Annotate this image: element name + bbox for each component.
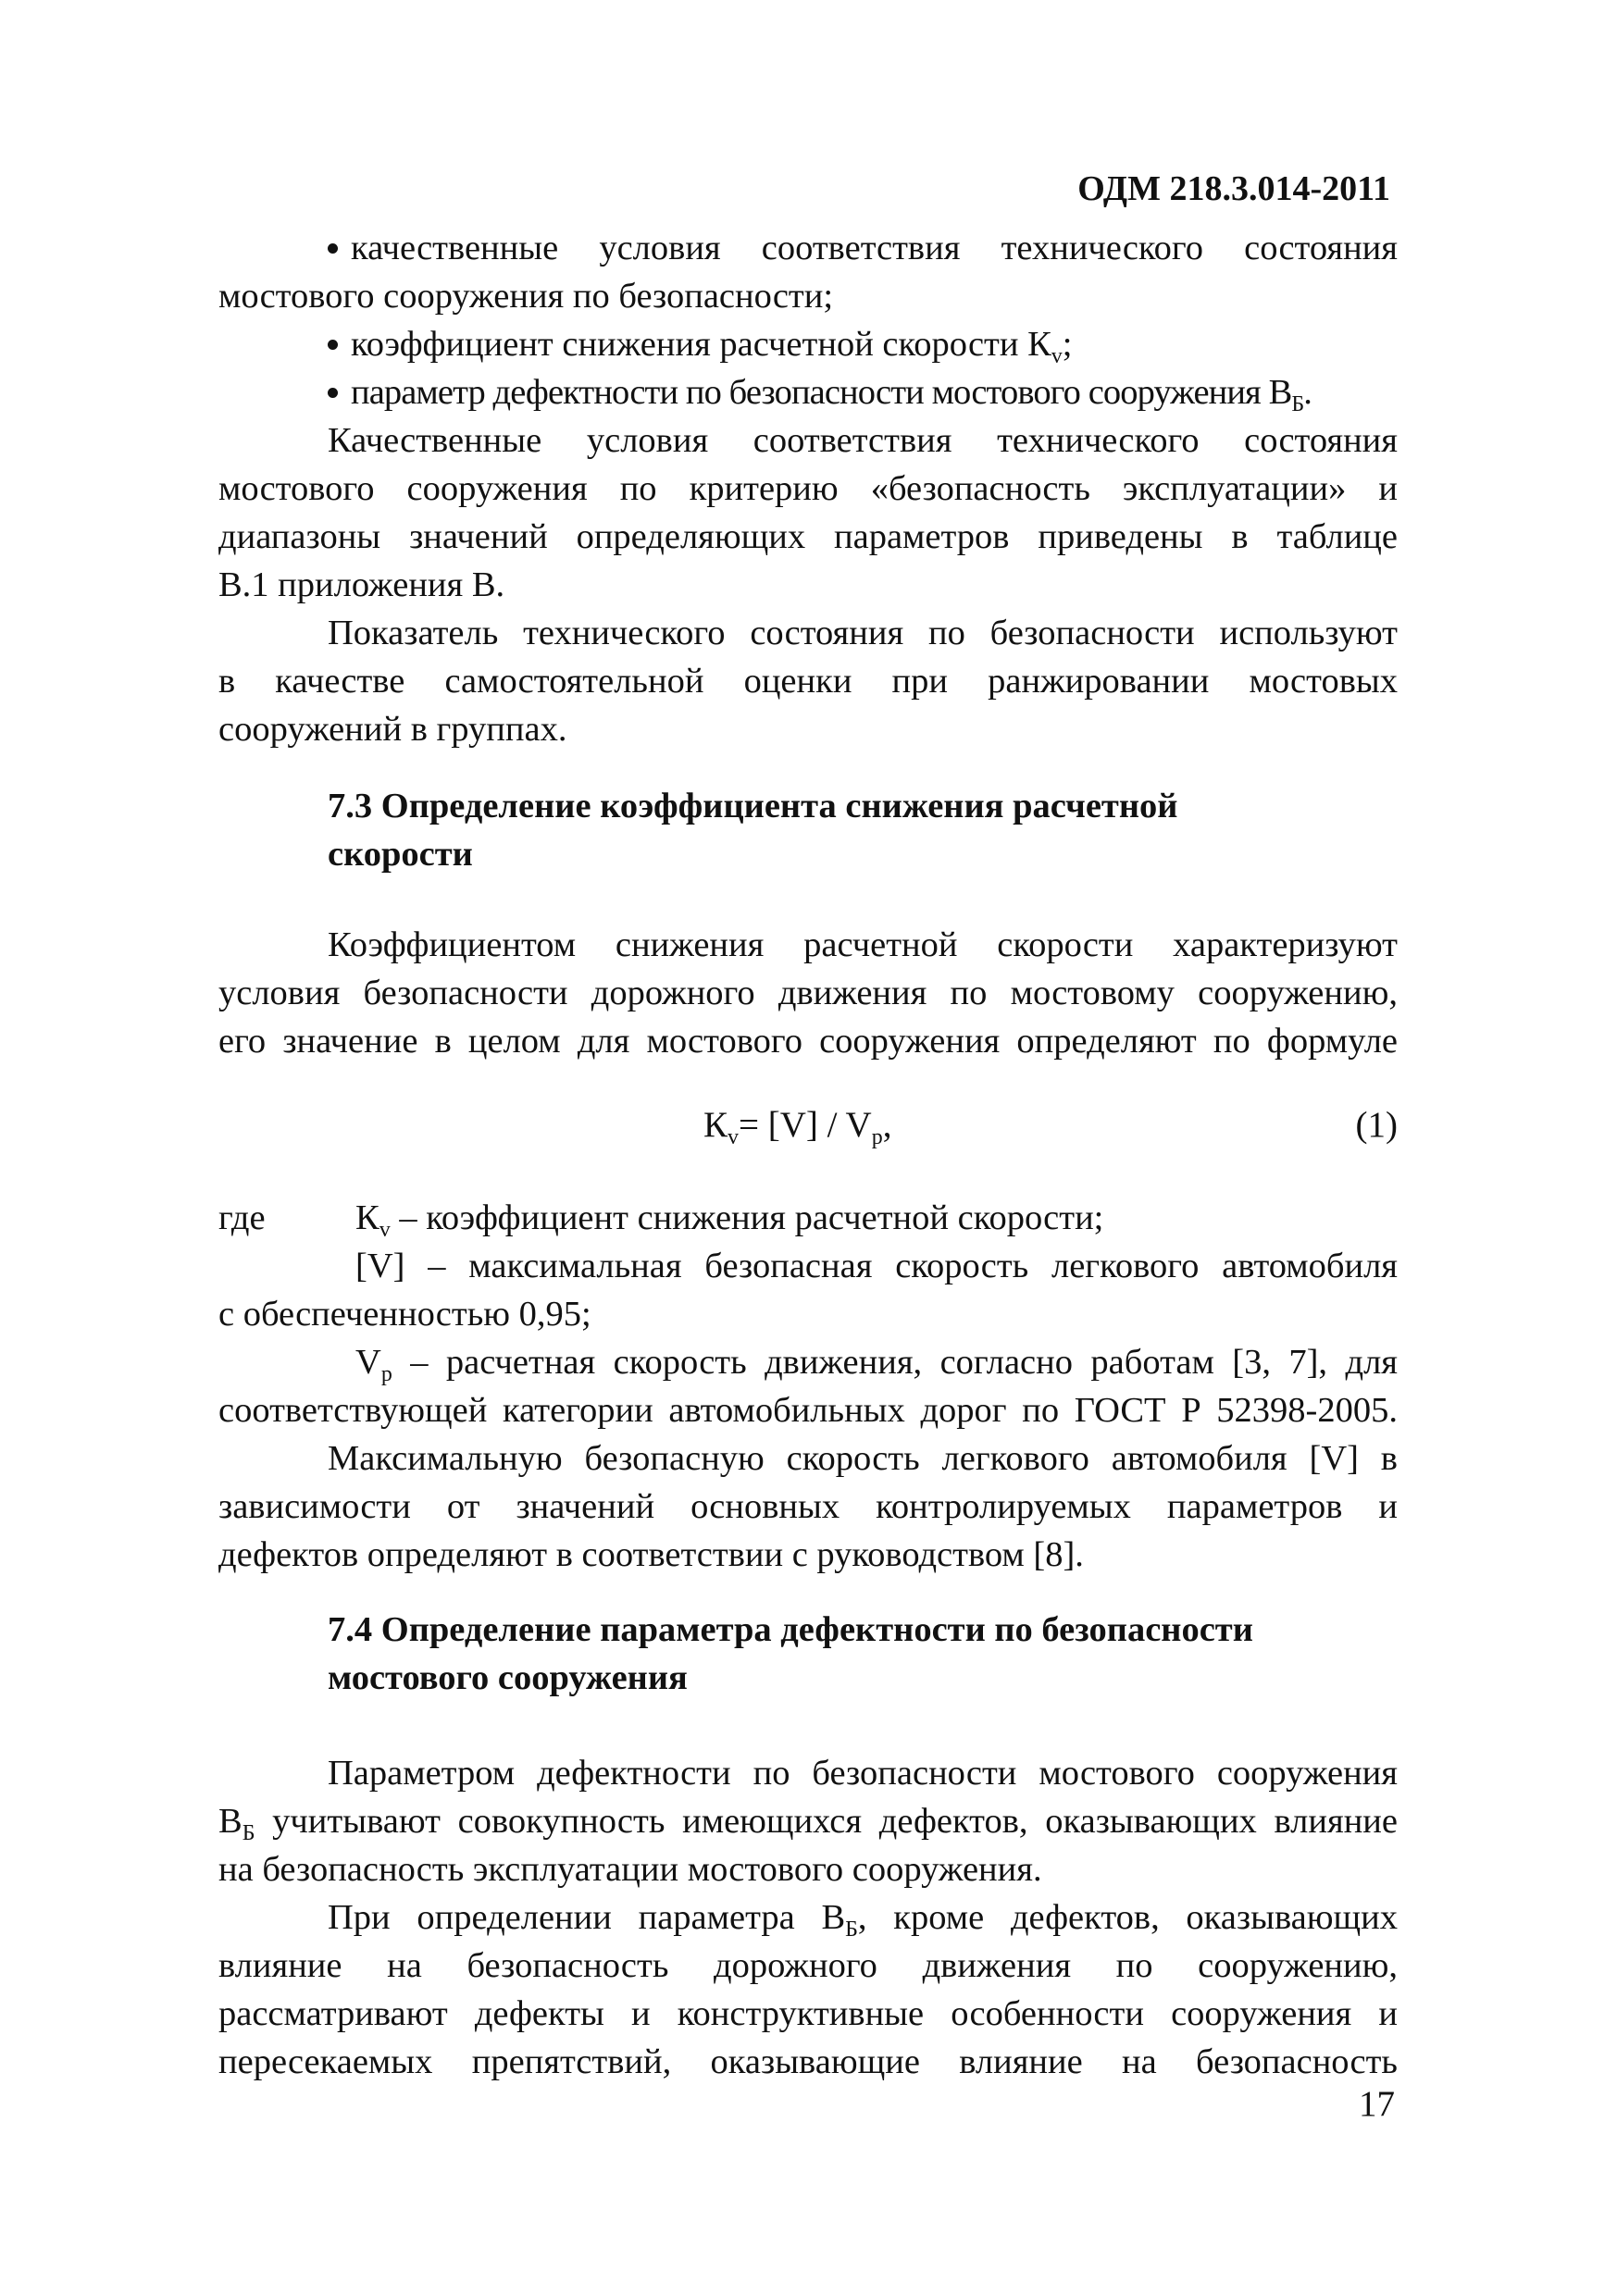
bullet-item-1-line-2: мостового сооружения по безопасности; [218, 277, 834, 316]
where-k-line: где $К_v$ – коэффициент снижения расчетной скорости; [218, 1198, 1104, 1242]
bullet-icon [328, 243, 338, 254]
paragraph-2-line-1: Показатель технического состояния по безопасности используют [328, 614, 1398, 652]
where-word: где [218, 1198, 266, 1237]
paragraph-1-line-3: диапазоны значений определяющих параметров приведены в таблице [218, 517, 1398, 556]
paragraph-1-line-1: Качественные условия соответствия технического состояния [328, 421, 1398, 460]
paragraph-1-line-2: мостового сооружения по критерию «безопасность эксплуатации» и [218, 469, 1398, 508]
bullet-item-1-line-1: качественные условия соответствия технического состояния [328, 224, 1398, 272]
bullet-item-3: параметр дефектности по безопасности мостового сооружения $В_Б$. [328, 368, 1398, 416]
document-code: ОДМ 218.3.014-2011 [1077, 169, 1390, 208]
formula-number: (1) [1355, 1105, 1398, 1145]
formula-1: $К_v= [V] / V_p$, [703, 1105, 892, 1149]
where-v-line-1: [V] – максимальная безопасная скорость легкового автомобиля [355, 1247, 1398, 1285]
section-7-3-heading-line-2: скорости [328, 835, 473, 874]
paragraph-4-line-2: зависимости от значений основных контролируемых параметров и [218, 1487, 1398, 1526]
paragraph-6-line-1: При определении параметра $В_Б$, кроме дефектов, оказывающих [328, 1898, 1398, 1942]
paragraph-2-line-2: в качестве самостоятельной оценки при ранжировании мостовых [218, 662, 1398, 701]
paragraph-4-line-1: Максимальную безопасную скорость легкового автомобиля [V] в [328, 1439, 1398, 1478]
paragraph-6-line-4: пересекаемых препятствий, оказывающие влияние на безопасность [218, 2042, 1398, 2081]
section-7-4-heading-line-2: мостового сооружения [328, 1658, 688, 1697]
paragraph-5-line-1: Параметром дефектности по безопасности мостового сооружения [328, 1754, 1398, 1793]
where-v-line-2: с обеспеченностью 0,95; [218, 1295, 591, 1334]
paragraph-5-line-2: $В_Б$ учитывают совокупность имеющихся дефектов, оказывающих влияние [218, 1802, 1398, 1845]
paragraph-6-line-3: рассматривают дефекты и конструктивные особенности сооружения и [218, 1994, 1398, 2033]
section-7-3-heading-line-1: 7.3 Определение коэффициента снижения расчетной [328, 787, 1178, 825]
paragraph-3-line-3: его значение в целом для мостового сооружения определяют по формуле [218, 1022, 1398, 1061]
paragraph-6-line-2: влияние на безопасность дорожного движения по сооружению, [218, 1946, 1398, 1985]
where-vp-line-1: $V_p$ – расчетная скорость движения, согласно работам [3, 7], для [355, 1343, 1398, 1386]
paragraph-4-line-3: дефектов определяют в соответствии с руководством [8]. [218, 1535, 1084, 1574]
section-7-4-heading-line-1: 7.4 Определение параметра дефектности по безопасности [328, 1610, 1253, 1649]
where-vp-line-2: соответствующей категории автомобильных дорог по ГОСТ Р 52398-2005. [218, 1391, 1398, 1430]
bullet-icon [328, 388, 338, 398]
page-number: 17 [1359, 2084, 1395, 2124]
paragraph-2-line-3: сооружений в группах. [218, 710, 567, 749]
bullet-icon [328, 340, 338, 350]
paragraph-3-line-1: Коэффициентом снижения расчетной скорости характеризуют [328, 925, 1398, 964]
paragraph-5-line-3: на безопасность эксплуатации мостового сооружения. [218, 1850, 1042, 1889]
paragraph-3-line-2: условия безопасности дорожного движения по мостовому сооружению, [218, 974, 1398, 1012]
paragraph-1-line-4: В.1 приложения В. [218, 565, 505, 604]
bullet-item-2: коэффициент снижения расчетной скорости $К_v$; [328, 320, 1398, 368]
